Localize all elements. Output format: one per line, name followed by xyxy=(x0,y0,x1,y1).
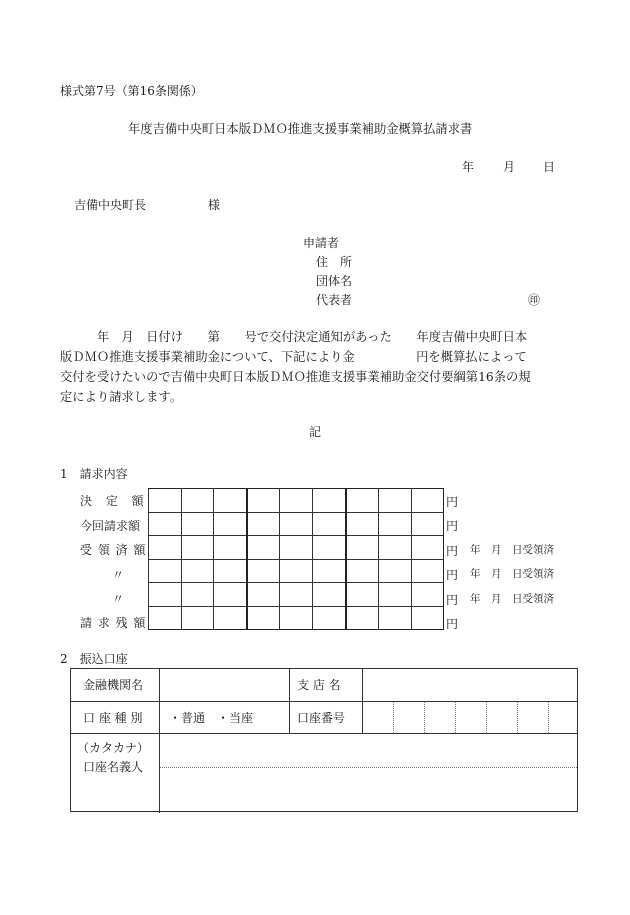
digit-cell[interactable] xyxy=(214,536,247,560)
digit-cell[interactable] xyxy=(247,512,280,536)
ditto-mark: 〃 xyxy=(112,568,125,582)
digit-cell[interactable] xyxy=(312,606,345,630)
paragraph-line: 交付を受けたいので吉備中央町日本版ＤＭＯ推進支援事業補助金交付要綱第16条の規 xyxy=(60,370,531,384)
digit-cell[interactable] xyxy=(280,583,313,607)
yen-unit: 円 xyxy=(446,593,459,607)
bank-account-table xyxy=(70,668,578,812)
account-number-label: 口座番号 xyxy=(297,711,346,725)
amount-row xyxy=(149,489,444,513)
received-date: 年 月 日受領済 xyxy=(470,544,554,556)
yen-unit: 円 xyxy=(446,617,459,631)
digit-cell[interactable] xyxy=(181,536,214,560)
digit-cell[interactable] xyxy=(280,489,313,513)
digit-cell[interactable] xyxy=(346,489,379,513)
digit-cell[interactable] xyxy=(379,536,412,560)
received-date: 年 月 日受領済 xyxy=(470,593,554,605)
digit-cell[interactable] xyxy=(411,512,444,536)
digit-cell[interactable] xyxy=(312,559,345,583)
digit-cell[interactable] xyxy=(149,489,182,513)
account-holder-label: 口座名義人 xyxy=(83,760,144,774)
branch-field[interactable] xyxy=(363,670,577,700)
digit-cell[interactable] xyxy=(379,606,412,630)
ki-heading: 記 xyxy=(309,425,322,439)
digit-cell[interactable] xyxy=(346,583,379,607)
digit-cell[interactable] xyxy=(312,489,345,513)
digit-cell[interactable] xyxy=(312,512,345,536)
digit-cell[interactable] xyxy=(346,512,379,536)
digit-cell[interactable] xyxy=(247,583,280,607)
paragraph-line: 定により請求します。 xyxy=(60,390,182,404)
kana-label: （カタカナ） xyxy=(77,741,150,755)
addressee-name: 吉備中央町長 xyxy=(74,198,147,212)
amount-grid xyxy=(148,488,444,630)
received-date: 年 月 日受領済 xyxy=(470,568,554,580)
digit-cell[interactable] xyxy=(280,512,313,536)
digit-cell[interactable] xyxy=(247,606,280,630)
digit-cell[interactable] xyxy=(312,536,345,560)
digit-cell[interactable] xyxy=(214,512,247,536)
digit-cell[interactable] xyxy=(181,606,214,630)
digit-cell[interactable] xyxy=(149,583,182,607)
digit-cell[interactable] xyxy=(411,489,444,513)
amount-row xyxy=(149,583,444,607)
digit-cell[interactable] xyxy=(214,559,247,583)
date-month: 月 xyxy=(503,160,516,174)
digit-cell[interactable] xyxy=(280,536,313,560)
digit-cell[interactable] xyxy=(181,559,214,583)
rep-label: 代表者 xyxy=(316,293,353,307)
address-label: 住 所 xyxy=(316,255,353,269)
decided-amount-label: 決 定 額 xyxy=(80,494,149,508)
yen-unit: 円 xyxy=(446,544,459,558)
account-holder-field[interactable] xyxy=(160,768,577,811)
digit-cell[interactable] xyxy=(379,583,412,607)
digit-cell[interactable] xyxy=(346,559,379,583)
account-type-label: 口 座 種 別 xyxy=(83,711,143,725)
branch-label: 支 店 名 xyxy=(297,678,341,692)
remaining-amount-label: 請 求 残 額 xyxy=(80,616,147,630)
digit-cell[interactable] xyxy=(181,512,214,536)
document-title: 年度吉備中央町日本版ＤＭＯ推進支援事業補助金概算払請求書 xyxy=(128,122,473,136)
digit-cell[interactable] xyxy=(346,536,379,560)
digit-cell[interactable] xyxy=(181,583,214,607)
digit-cell[interactable] xyxy=(312,583,345,607)
amount-row xyxy=(149,536,444,560)
digit-cell[interactable] xyxy=(149,559,182,583)
digit-cell[interactable] xyxy=(346,606,379,630)
amount-row xyxy=(149,559,444,583)
yen-unit: 円 xyxy=(446,568,459,582)
account-number-field[interactable] xyxy=(363,702,577,732)
digit-cell[interactable] xyxy=(411,536,444,560)
paragraph-line: 版ＤＭＯ推進支援事業補助金について、下記により金 円を概算払によって xyxy=(60,350,527,364)
digit-cell[interactable] xyxy=(149,512,182,536)
digit-cell[interactable] xyxy=(181,489,214,513)
amount-row xyxy=(149,606,444,630)
digit-cell[interactable] xyxy=(411,559,444,583)
request-paragraph xyxy=(60,327,590,407)
bank-name-field[interactable] xyxy=(160,670,288,700)
digit-cell[interactable] xyxy=(214,489,247,513)
received-amount-label: 受 領 済 額 xyxy=(80,543,147,557)
section1-heading: 1 請求内容 xyxy=(60,467,128,481)
seal-mark: ㊞ xyxy=(528,293,541,307)
date-year: 年 xyxy=(462,160,475,174)
org-label: 団体名 xyxy=(316,274,353,288)
yen-unit: 円 xyxy=(446,519,459,533)
bank-name-label: 金融機関名 xyxy=(83,678,144,692)
date-day: 日 xyxy=(543,160,556,174)
ditto-mark: 〃 xyxy=(112,592,125,606)
digit-cell[interactable] xyxy=(379,489,412,513)
digit-cell[interactable] xyxy=(379,559,412,583)
digit-cell[interactable] xyxy=(247,536,280,560)
addressee-honorific: 様 xyxy=(208,198,221,212)
amount-row xyxy=(149,512,444,536)
digit-cell[interactable] xyxy=(214,583,247,607)
current-request-label: 今回請求額 xyxy=(80,519,141,533)
account-type-options[interactable]: ・普通 ・当座 xyxy=(169,711,254,725)
digit-cell[interactable] xyxy=(149,606,182,630)
digit-cell[interactable] xyxy=(411,606,444,630)
digit-cell[interactable] xyxy=(247,559,280,583)
form-number: 様式第7号（第16条関係） xyxy=(60,84,203,98)
digit-cell[interactable] xyxy=(280,606,313,630)
section2-heading: 2 振込口座 xyxy=(60,652,128,666)
digit-cell[interactable] xyxy=(379,512,412,536)
applicant-heading: 申請者 xyxy=(303,236,340,250)
digit-cell[interactable] xyxy=(149,536,182,560)
digit-cell[interactable] xyxy=(214,606,247,630)
paragraph-line: 年 月 日付け 第 号で交付決定通知があった 年度吉備中央町日本 xyxy=(60,330,528,344)
kana-field[interactable] xyxy=(160,734,577,766)
digit-cell[interactable] xyxy=(411,583,444,607)
digit-cell[interactable] xyxy=(247,489,280,513)
yen-unit: 円 xyxy=(446,495,459,509)
digit-cell[interactable] xyxy=(280,559,313,583)
